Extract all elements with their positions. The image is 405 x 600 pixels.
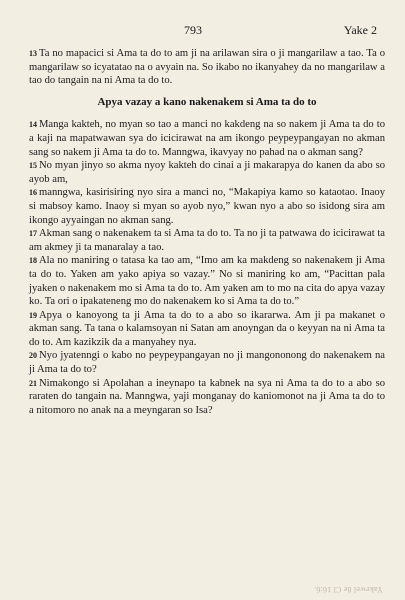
verse-number: 15	[29, 161, 37, 171]
book-reference: Yake 2	[343, 23, 377, 37]
verse-text: Akman sang o nakenakem ta si Ama ta do to. Ta no ji ta patwawa do icicirawat ta am akmey ji ta manaralay a tao.	[29, 228, 385, 253]
verse-number: 18	[29, 256, 37, 266]
verse-text: Nimakongo si Apolahan a ineynapo ta kabnek na sya ni Ama ta do to a abo so raraten do tangain na. Manngwa, yaji monganay do kaniomonot na ji Ama ta do to a nitomoro no anak na a meyngaran so Isa?	[29, 377, 385, 416]
page-number: 793	[184, 23, 202, 37]
running-head	[29, 19, 385, 41]
verse-16	[29, 186, 385, 227]
verse-19	[29, 309, 385, 350]
verse-number: 14	[29, 120, 37, 130]
verse-text: Apya o kanoyong ta ji Ama ta do to a abo so ikararwa. Am ji pa makanet o akman sang. Ta tana o kalamsoyan ni Satan am anoyngan da o keyyan na ni Ama ta do to. Am kazikzik da a manyahey nya.	[29, 309, 385, 348]
verse-number: 21	[29, 378, 37, 388]
verse-14	[29, 118, 385, 159]
verse-text: Ala no maniring o tatasa ka tao am, “Imo am ka makdeng so nakenakem ji Ama ta do to. Yaken am yako apiya so vazay.” No si maniring ko am, “Pacittan pala jyaken o nakenakem mo si Ama ta do to. Am yaken am to mo na cita do apya vazay ko. Ta ori o ipakateneng mo do nakenakem ko si Ama ta do to.”	[29, 255, 385, 308]
verse-number: 13	[29, 49, 37, 58]
verse-text: No myan jinyo so akma nyoy kakteh do cinai a ji makarapya do kanen da abo so ayob am,	[29, 160, 385, 185]
verse-number: 17	[29, 229, 37, 239]
verse-text: Ta no mapacici si Ama ta do to am ji na arilawan sira o ji mangarilaw a tao. Ta o mangarilaw so icyatatao na o avyain na. So ikabo no ikanyahey da no mangarilaw a tao do tangain na ni Ama ta do to.	[29, 48, 385, 87]
page-body	[29, 47, 385, 417]
bleed-through-text: Yakewel 8e Cl 16:6.	[314, 585, 383, 594]
verse-number: 20	[29, 351, 37, 361]
section-heading: Apya vazay a kano nakenakem si Ama ta do to	[97, 95, 317, 108]
verse-text: Nyo jyatenngi o kabo no peypeypangayan no ji mangononong do nakenakem na ji Ama ta do to?	[29, 350, 385, 376]
verse-number: 19	[29, 310, 37, 320]
verse-text: Manga kakteh, no myan so tao a manci no kakdeng na so nakem ji Ama ta do to a kaji na mapatwawan sya do icicirawat na am ikongo peypeypangayan no akman sang so nakem ji Ama ta do to. Manngwa, ikavyay no pahad na o akman sang?	[29, 119, 385, 158]
verse-text: manngwa, kasirisiring nyo sira a manci no, “Makapiya kamo so kataotao. Inaoy si mabsoy kamo. Inaoy si myan so ayob nyo,” kwan nyo a abo so isidong sira am ikongo ayyaingan no akman sang.	[29, 187, 385, 226]
verse-17	[29, 227, 385, 254]
verse-21	[29, 377, 385, 418]
verse-number: 16	[29, 188, 37, 198]
verse-15	[29, 159, 385, 186]
verse-18	[29, 254, 385, 308]
verse-13	[29, 47, 385, 88]
verse-20	[29, 349, 385, 376]
